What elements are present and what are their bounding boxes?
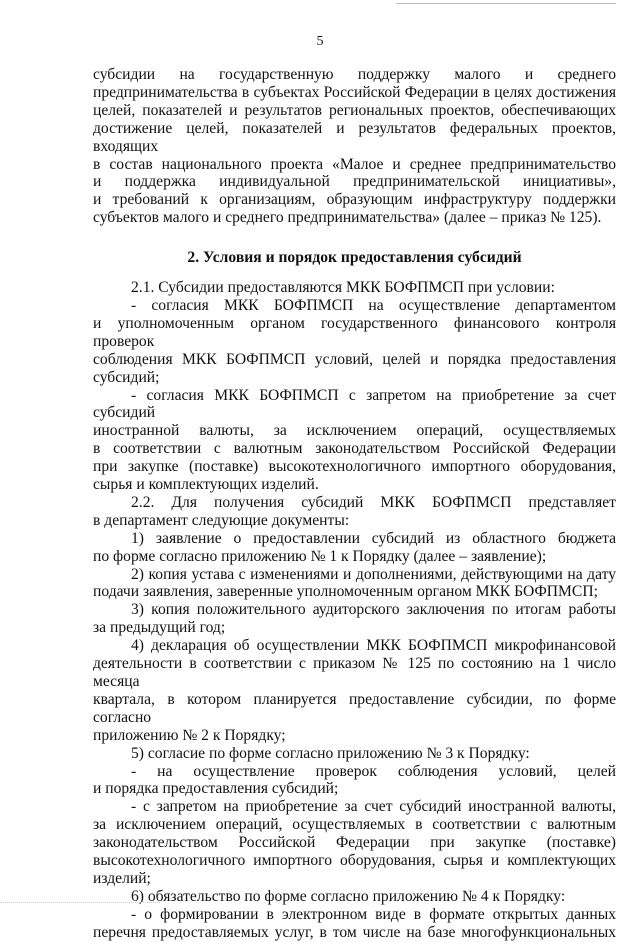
- text-line: по форме согласно приложению № 1 к Порядку (далее – заявление);: [93, 547, 547, 565]
- text-line: предпринимательства в субъектах Российской Федерации в целях достижения: [93, 83, 616, 101]
- text-line: 2.2. Для получения субсидий МКК БОФПМСП представляет: [131, 493, 616, 511]
- text-line: квартала, в котором планируется предоставление субсидии, по форме согласно: [93, 690, 616, 726]
- text-line: при закупке (поставке) высокотехнологичного импортного оборудования,: [93, 458, 616, 476]
- paragraph: [93, 566, 616, 602]
- text-line: и требований к организациям, образующим инфраструктуру поддержки: [93, 191, 616, 209]
- text-line: - согласия МКК БОФПМСП с запретом на приобретение за счет субсидий: [93, 386, 616, 422]
- paragraph: [93, 745, 616, 763]
- text-line: деятельности в соответствии с приказом № 125 по состоянию на 1 число месяца: [93, 655, 616, 690]
- text-line: сырья и комплектующих изделий.: [93, 476, 319, 494]
- paragraph: [93, 530, 616, 566]
- text-line: целей, показателей и результатов региональных проектов, обеспечивающих: [93, 101, 616, 119]
- text-line: субсидии на государственную поддержку малого и среднего: [93, 66, 616, 83]
- text-line: и уполномоченным органом государственного финансового контроля проверок: [93, 314, 616, 350]
- text-line: 2) копия устава с изменениями и дополнениями, действующими на дату: [131, 565, 616, 583]
- text-line: в состав национального проекта «Малое и среднее предпринимательство: [93, 155, 616, 173]
- paragraph: [93, 601, 616, 637]
- paragraph: [93, 297, 616, 387]
- paragraph: [93, 637, 616, 744]
- text-line: и поддержка индивидуальной предпринимательской инициативы»,: [93, 173, 616, 191]
- top-border-line: [396, 3, 616, 4]
- text-line: за предыдущий год;: [93, 619, 226, 637]
- paragraph: [93, 888, 616, 906]
- text-line: соблюдения МКК БОФПМСП условий, целей и порядка предоставления: [93, 350, 616, 368]
- document-body: [93, 66, 616, 942]
- section-heading: 2. Условия и порядок предоставления субсидий: [187, 249, 522, 267]
- paragraph: [93, 494, 616, 530]
- text-line: 3) копия положительного аудиторского заключения по итогам работы: [131, 601, 616, 619]
- paragraph: [93, 763, 616, 799]
- text-line: - согласия МКК БОФПМСП на осуществление департаментом: [131, 296, 616, 314]
- section-paragraphs: [93, 279, 616, 942]
- paragraph: [93, 798, 616, 888]
- text-line: иностранной валюты, за исключением операций, осуществляемых: [93, 422, 616, 440]
- text-line: в соответствии с валютным законодательством Российской Федерации: [93, 440, 616, 458]
- page-number: 5: [316, 34, 324, 49]
- text-line: перечня предоставляемых услуг, в том числе на базе многофункциональных: [93, 923, 616, 941]
- text-line: изделий;: [93, 869, 151, 887]
- paragraph: [93, 279, 616, 297]
- text-line: подачи заявления, заверенные уполномоченным органом МКК БОФПМСП;: [93, 583, 598, 601]
- text-line: и порядка предоставления субсидий;: [93, 780, 339, 798]
- paragraph: [93, 906, 616, 942]
- text-line: высокотехнологичного импортного оборудования, сырья и комплектующих: [93, 852, 616, 870]
- intro-paragraph: [93, 66, 616, 227]
- text-line: 2.1. Субсидии предоставляются МКК БОФПМСП при условии:: [131, 279, 555, 297]
- text-line: в департамент следующие документы:: [93, 511, 350, 529]
- text-line: - на осуществление проверок соблюдения условий, целей: [131, 762, 616, 780]
- text-line: - с запретом на приобретение за счет субсидий иностранной валюты,: [131, 798, 616, 816]
- paragraph: [93, 387, 616, 494]
- text-line: 1) заявление о предоставлении субсидий из областного бюджета: [131, 529, 616, 547]
- text-line: достижение целей, показателей и результатов федеральных проектов, входящих: [93, 119, 616, 155]
- text-line: субъектов малого и среднего предпринимательства» (далее – приказ № 125).: [93, 209, 602, 227]
- text-line: приложению № 2 к Порядку;: [93, 726, 286, 744]
- text-line: за исключением операций, осуществляемых в соответствии с валютным: [93, 816, 616, 834]
- text-line: 5) согласие по форме согласно приложению № 3 к Порядку:: [131, 744, 530, 762]
- text-line: - о формировании в электронном виде в формате открытых данных: [131, 905, 616, 923]
- text-line: 6) обязательство по форме согласно приложению № 4 к Порядку:: [131, 887, 566, 905]
- text-line: законодательством Российской Федерации при закупке (поставке): [93, 834, 616, 852]
- text-line: субсидий;: [93, 368, 160, 386]
- text-line: 4) декларация об осуществлении МКК БОФПМСП микрофинансовой: [131, 637, 616, 655]
